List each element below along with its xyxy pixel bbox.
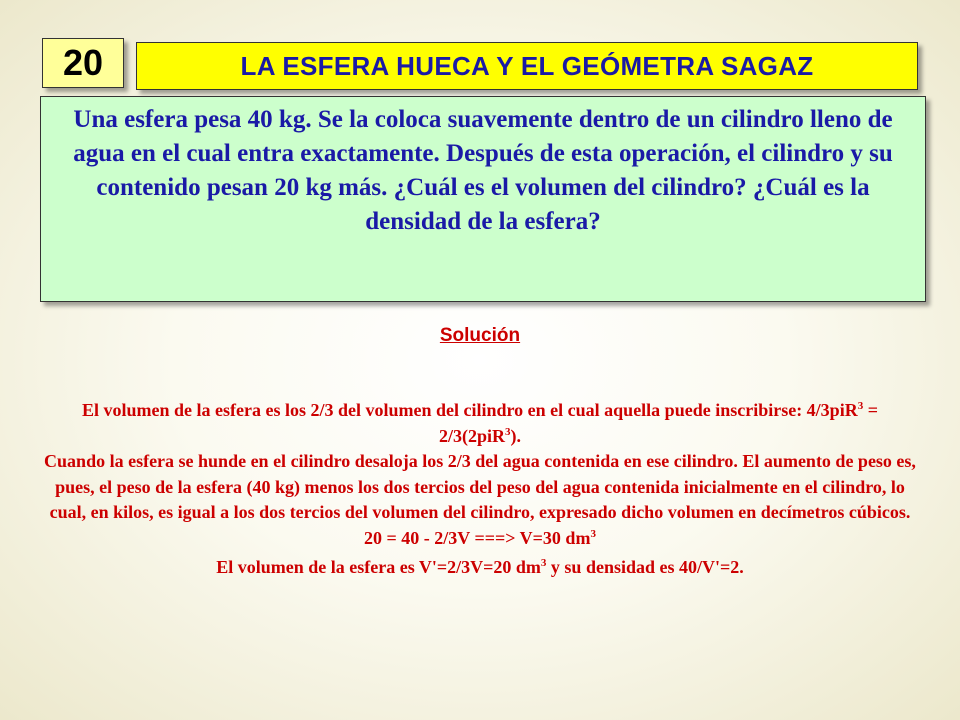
solution-p1-text-b: = 2/3(2piR: [438, 400, 878, 446]
superscript: 3: [540, 557, 547, 569]
slide-number: 20: [42, 38, 124, 88]
superscript: 3: [857, 400, 864, 412]
superscript: 3: [590, 527, 596, 540]
solution-p1-text-c: ).: [510, 425, 521, 446]
solution-conclusion: [40, 555, 920, 581]
solution-body: [40, 398, 920, 581]
conclusion-text-b: y su densidad es 40/V'=2.: [546, 557, 744, 577]
solution-paragraph-2: Cuando la esfera se hunde en el cilindro desaloja los 2/3 del agua contenida en ese cilindro. El aumento de peso es, pues, el peso de la esfera (40 kg) menos los dos tercios del peso del agua contenida inicialmente en el cilindro, lo cual, en kilos, es igual a los dos tercios del volumen del cilindro, expresado dicho volumen en decímetros cúbicos.: [44, 451, 916, 522]
solution-p1-text-a: El volumen de la esfera es los 2/3 del volumen del cilindro en el cual aquella puede inscribirse: 4/3piR: [82, 400, 858, 420]
slide-title: LA ESFERA HUECA Y EL GEÓMETRA SAGAZ: [136, 42, 918, 90]
conclusion-text-a: El volumen de la esfera es V'=2/3V=20 dm: [216, 557, 541, 577]
solution-paragraph-1: [40, 398, 920, 449]
solution-heading: Solución: [439, 325, 521, 346]
solution-equation: [40, 526, 920, 552]
superscript: 3: [505, 425, 511, 438]
problem-statement: Una esfera pesa 40 kg. Se la coloca suavemente dentro de un cilindro lleno de agua en el cual entra exactamente. Después de esta operación, el cilindro y su contenido pesan 20 kg más. ¿Cuál es el volumen del cilindro? ¿Cuál es la densidad de la esfera?: [40, 96, 926, 302]
equation-text: 20 = 40 - 2/3V ===> V=30 dm: [364, 527, 591, 548]
